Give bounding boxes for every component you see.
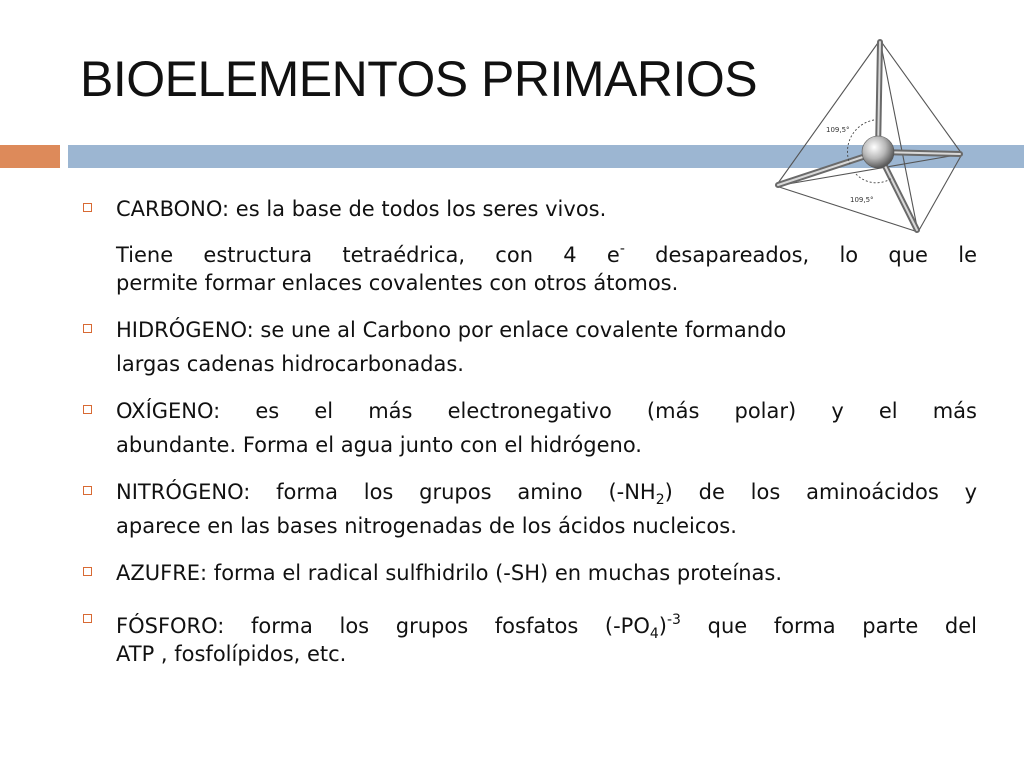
carbon-atom: [862, 136, 894, 168]
list-item-hidrogeno: HIDRÓGENO: se une al Carbono por enlace covalente formando largas cadenas hidrocarbonadas.: [82, 313, 977, 381]
accent-bar: [0, 145, 60, 168]
square-bullet-icon: [83, 614, 92, 623]
square-bullet-icon: [83, 324, 92, 333]
list-item-fosforo: FÓSFORO: forma los grupos fosfatos $(-PO_4)^{-3}$ que forma parte del ATP , fosfolípidos, etc.: [82, 603, 977, 671]
list-item-oxigeno: OXÍGENO: es el más electronegativo (más polar) y el más abundante. Forma el agua junto con el hidrógeno.: [82, 394, 977, 462]
carbono-line: CARBONO: es la base de todos los seres vivos.: [116, 197, 607, 221]
angle-label-bottom: 109,5°: [850, 196, 874, 204]
list-item-nitrogeno: NITRÓGENO: forma los grupos amino $(-NH_2)$ de los aminoácidos y aparece en las bases nitrogenadas de los ácidos nucleicos.: [82, 475, 977, 543]
square-bullet-icon: [83, 567, 92, 576]
angle-label-top: 109,5°: [826, 126, 850, 134]
carbono-detail: Tiene estructura tetraédrica, con 4 e- desapareados, lo que le permite formar enlaces covalentes con otros átomos.: [116, 241, 977, 295]
list-item-azufre: AZUFRE: forma el radical sulfhidrilo (-SH) en muchas proteínas.: [82, 556, 977, 590]
slide-title: BIOELEMENTOS PRIMARIOS: [80, 51, 758, 107]
bullet-list: [82, 192, 977, 684]
square-bullet-icon: [83, 203, 92, 212]
square-bullet-icon: [83, 405, 92, 414]
list-item-carbono: [82, 192, 977, 300]
square-bullet-icon: [83, 486, 92, 495]
